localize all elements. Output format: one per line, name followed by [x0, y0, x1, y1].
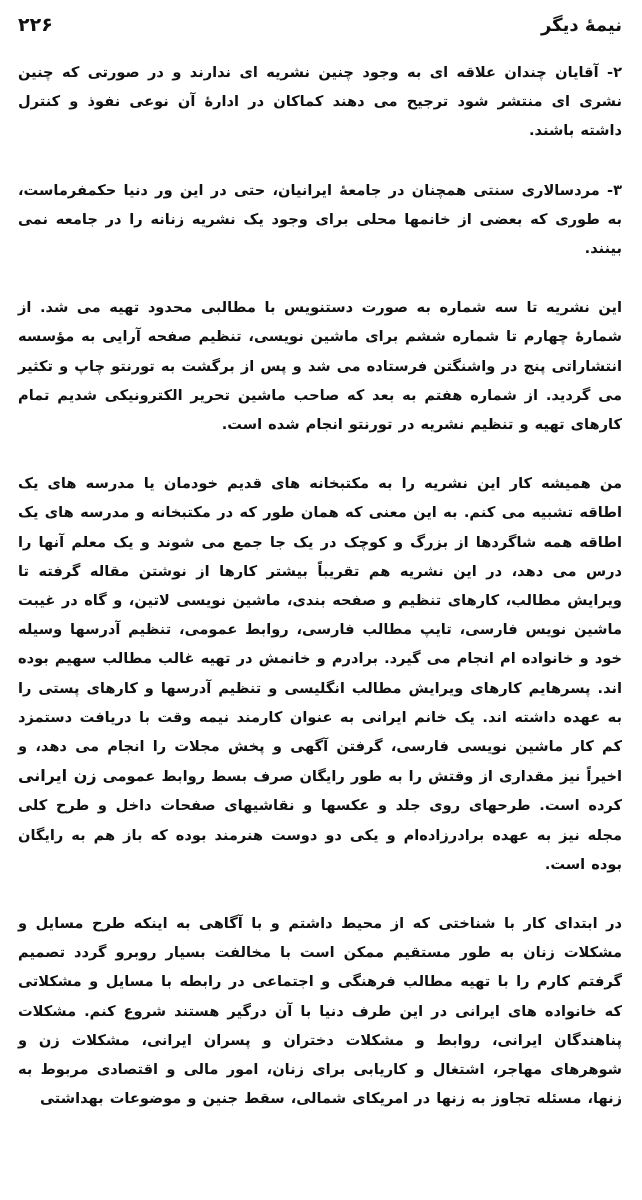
page-number: ۲۲۶ [18, 14, 53, 36]
paragraph-publication-history: این نشریه تا سه شماره به صورت دستنویس با مطالبی محدود تهیه می شد. از شمارهٔ چهارم تا شماره ششم برای ماشین نویسی، تنظیم صفحه آرایی به مؤسسه انتشاراتی پنج در واشنگتن فرستاده می شد و پس از برگشت به تورنتو چاپ و تکثیر می گردید. از شماره هفتم به بعد که صاحب ماشین تحریر الکترونیکی شدیم تمام کارهای تهیه و تنظیم نشریه در تورنتو انجام شده است. [18, 299, 622, 434]
running-title: نیمهٔ دیگر [540, 15, 622, 36]
paragraph-item-2: ۲- آقایان چندان علاقه ای به وجود چنین نشریه ای ندارند و در صورتی که چنین نشری ای منتشر شود ترجیح می دهند کماکان در ادارهٔ آن نوعی نفوذ و کنترل داشته باشند. [18, 64, 622, 140]
paragraph-team-work [18, 469, 622, 879]
page-header [18, 14, 622, 48]
paragraph-team-work-part-1: من همیشه کار این نشریه را به مکتبخانه های قدیم خودمان یا مدرسه های یک اطاقه تشبیه می کنم. به این معنی که همان طور که در مکتبخانه و مدرسه های یک اطاقه همه شاگردها از بزرگ و کوچک در یک جا جمع می شوند و یک معلم آنها را درس می دهد، در این نشریه هم تقریباً بیشتر کارها از نوشتن مقاله گرفته تا ویرایش مطالب، کارهای تنظیم و صفحه بندی، ماشین نویسی لاتین، و گاه در غیبت ماشین نویس فارسی، تایپ مطالب فارسی، روابط عمومی، تنظیم آدرسها وسیله خود و خانواده ام انجام می گیرد. برادرم و خانمش در تهیه غالب مطالب سهیم بوده اند. پسرهایم کارهای ویرایش مطالب انگلیسی و تنظیم آدرسها و کارهای پستی را به عهده داشته اند. یک خانم ایرانی به عنوان کارمند نیمه وقت با دریافت دستمزد کم کار ماشین نویسی فارسی، گرفتن آگهی و پخش مجلات را انجام می دهد، و اخیراً نیز مقداری از وقتش را به طور رایگان صرف بسط روابط عمومی [18, 475, 622, 786]
paragraph-team-work-part-2: کرده است. طرحهای روی جلد و عکسها و نقاشیهای صفحات داخل و طرح کلی مجله نیز به عهده برادرزاده‌ام و یکی دو دوست هنرمند بوده که باز هم به رایگان بوده است. [18, 797, 622, 873]
magazine-name-emphasis: زن ایرانی [18, 766, 97, 786]
paragraph-early-strategy: در ابتدای کار با شناختی که از محیط داشتم و با آگاهی به اینکه طرح مسایل و مشکلات زنان به طور مستقیم ممکن است با مخالفت بسیار روبرو گردد تصمیم گرفتم کارم را با تهیه مطالب فرهنگی و اجتماعی در رابطه با مسایل و مشکلاتی که خانواده های ایرانی در این طرف دنیا با آن درگیر هستند شروع کنم. مشکلات پناهندگان ایرانی، روابط و مشکلات دختران و پسران ایرانی، مشکلات زن و شوهرهای مهاجر، اشتغال و کاریابی برای زنان، امور مالی و اقتصادی مربوط به زنها، مسئله تجاوز به زنها در امریکای شمالی، سقط جنین و موضوعات بهداشتی [18, 915, 622, 1108]
document-page [18, 14, 622, 1192]
paragraph-item-3: ۳- مردسالاری سنتی همچنان در جامعهٔ ایرانیان، حتی در این ور دنیا حکمفرماست، به طوری که بعضی از خانمها محلی برای وجود یک نشریه زنانه را در جامعه نمی بینند. [18, 181, 622, 258]
